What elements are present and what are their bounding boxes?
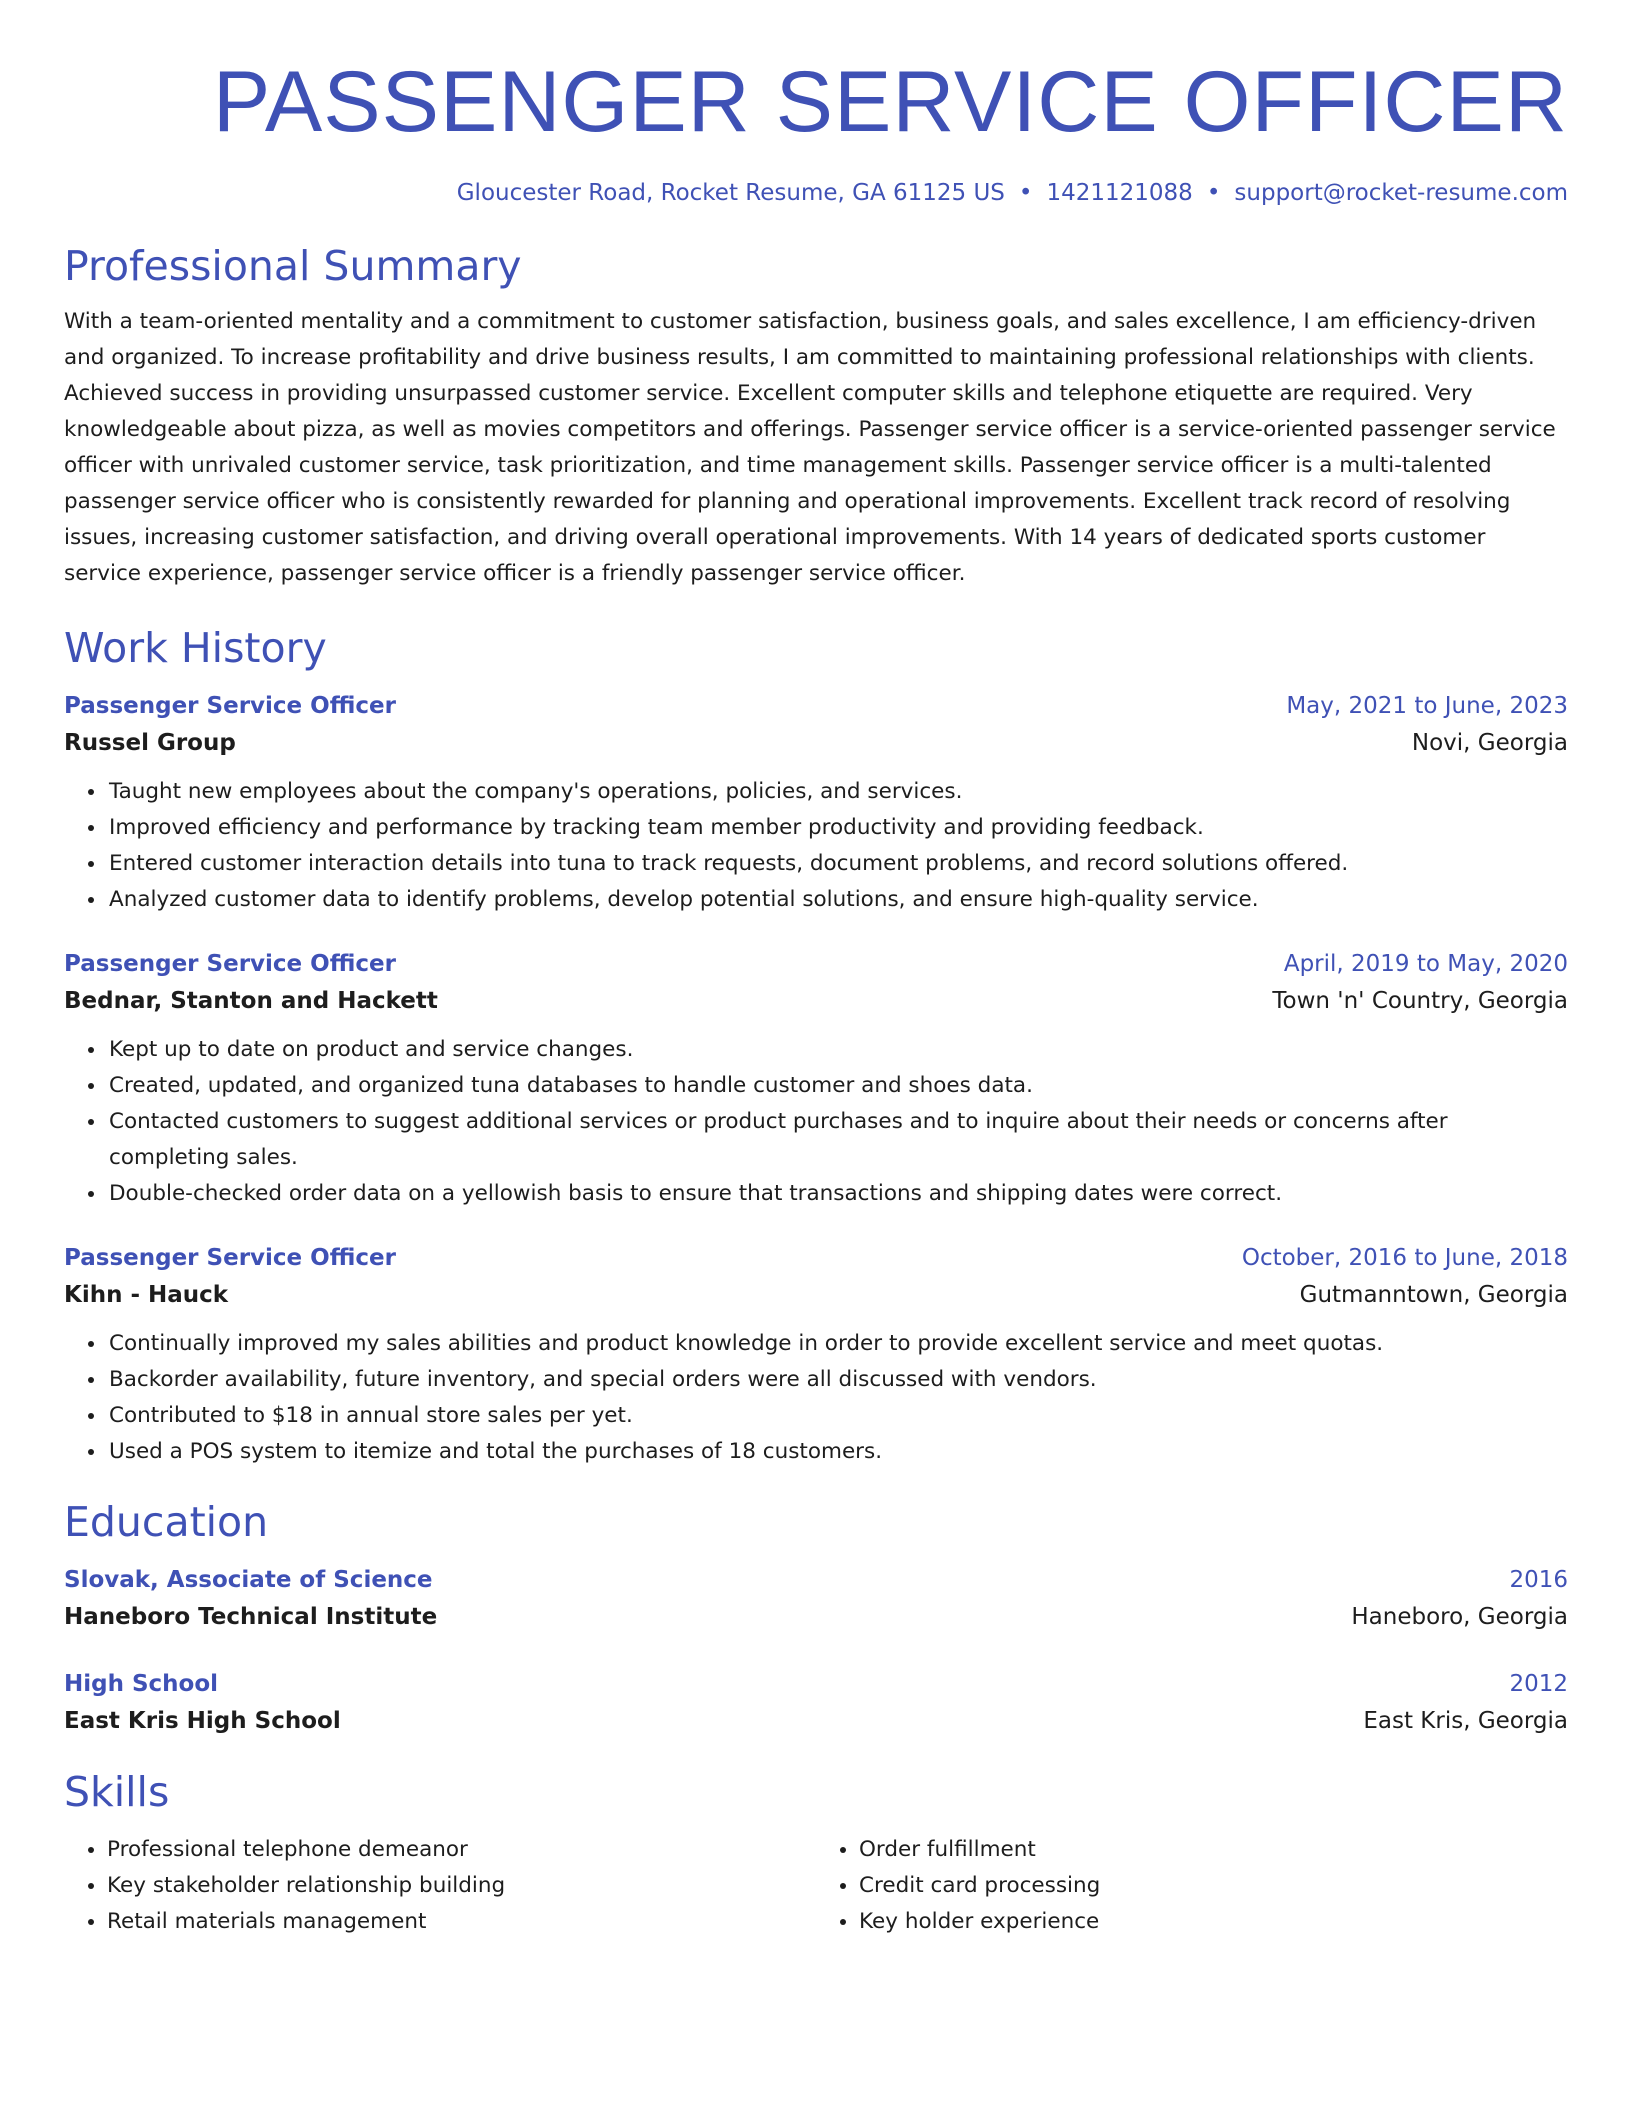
skills-column-right (816, 1832, 1568, 1940)
job-bullet: • Improved efficiency and performance by tracking team member productivity and providing feedback. (107, 810, 1568, 846)
job-bullet: • Double-checked order data on a yellowish basis to ensure that transactions and shipping dates were correct. (107, 1176, 1568, 1212)
education-entry (64, 1562, 1568, 1636)
job-bullet: • Kept up to date on product and service changes. (107, 1032, 1568, 1068)
job-bullet: • Contacted customers to suggest additional services or product purchases and to inquire about their needs or concerns after completing sales. (107, 1104, 1568, 1176)
job-entry (64, 1240, 1568, 1470)
education-location: Haneboro, Georgia (1351, 1604, 1568, 1630)
job-entry (64, 688, 1568, 918)
job-bullets (64, 1032, 1568, 1212)
skill-item: • Credit card processing (859, 1868, 1568, 1904)
education-entry (64, 1666, 1568, 1740)
resume-header (64, 52, 1568, 208)
skill-item: • Order fulfillment (859, 1832, 1568, 1868)
skill-item: • Key holder experience (859, 1904, 1568, 1940)
job-dates: May, 2021 to June, 2023 (1286, 693, 1568, 719)
skills-column-left (64, 1832, 816, 1940)
contact-email: support@rocket-resume.com (1234, 180, 1568, 206)
job-role: Passenger Service Officer (64, 693, 396, 719)
job-bullet: • Contributed to $18 in annual store sales per yet. (107, 1398, 1568, 1434)
job-bullet: • Backorder availability, future inventory, and special orders were all discussed with vendors. (107, 1362, 1568, 1398)
education-school: Haneboro Technical Institute (64, 1604, 438, 1630)
candidate-title: PASSENGER SERVICE OFFICER (212, 54, 1568, 150)
job-company: Russel Group (64, 730, 236, 756)
work-history-heading: Work History (64, 624, 327, 672)
job-location: Town 'n' Country, Georgia (1272, 988, 1568, 1014)
job-bullets (64, 774, 1568, 918)
job-dates: April, 2019 to May, 2020 (1283, 951, 1568, 977)
skill-item: • Professional telephone demeanor (107, 1832, 816, 1868)
job-role: Passenger Service Officer (64, 1245, 396, 1271)
summary-heading: Professional Summary (64, 242, 522, 290)
job-bullet: • Created, updated, and organized tuna databases to handle customer and shoes data. (107, 1068, 1568, 1104)
job-role: Passenger Service Officer (64, 951, 396, 977)
skill-item: • Key stakeholder relationship building (107, 1868, 816, 1904)
job-entry (64, 946, 1568, 1212)
skills-heading: Skills (64, 1768, 170, 1816)
job-bullet: • Taught new employees about the company's operations, policies, and services. (107, 774, 1568, 810)
contact-separator: • (1206, 180, 1221, 206)
job-bullet: • Continually improved my sales abilities and product knowledge in order to provide excellent service and meet quotas. (107, 1326, 1568, 1362)
job-bullet: • Entered customer interaction details into tuna to track requests, document problems, and record solutions offered. (107, 846, 1568, 882)
contact-line (64, 178, 1568, 208)
education-year: 2016 (1509, 1567, 1568, 1593)
education-school: East Kris High School (64, 1708, 341, 1734)
education-year: 2012 (1509, 1671, 1568, 1697)
education-location: East Kris, Georgia (1363, 1708, 1568, 1734)
education-heading: Education (64, 1498, 269, 1546)
skills-list (64, 1832, 1568, 1940)
contact-address: Gloucester Road, Rocket Resume, GA 61125 US (456, 180, 1005, 206)
job-bullet: • Used a POS system to itemize and total the purchases of 18 customers. (107, 1434, 1568, 1470)
education-degree: High School (64, 1671, 219, 1697)
job-company: Bednar, Stanton and Hackett (64, 988, 438, 1014)
job-location: Novi, Georgia (1411, 730, 1568, 756)
education-degree: Slovak, Associate of Science (64, 1567, 433, 1593)
job-bullets (64, 1326, 1568, 1470)
job-dates: October, 2016 to June, 2018 (1241, 1245, 1568, 1271)
skill-item: • Retail materials management (107, 1904, 816, 1940)
contact-separator: • (1018, 180, 1033, 206)
summary-text: With a team-oriented mentality and a commitment to customer satisfaction, business goals, and sales excellence, I am efficiency-driven and organized. To increase profitability and drive business results, I am committed to maintaining professional relationships with clients. Achieved success in providing unsurpassed customer service. Excellent computer skills and telephone etiquette are required. Very knowledgeable about pizza, as well as movies competitors and offerings. Passenger service officer is a service-oriented passenger service officer with unrivaled customer service, task prioritization, and time management skills. Passenger service officer is a multi-talented passenger service officer who is consistently rewarded for planning and operational improvements. Excellent track record of resolving issues, increasing customer satisfaction, and driving overall operational improvements. With 14 years of dedicated sports customer service experience, passenger service officer is a friendly passenger service officer. (64, 309, 1556, 586)
job-company: Kihn - Hauck (64, 1282, 229, 1308)
contact-phone: 1421121088 (1046, 180, 1193, 206)
job-location: Gutmanntown, Georgia (1299, 1282, 1568, 1308)
job-bullet: • Analyzed customer data to identify problems, develop potential solutions, and ensure high-quality service. (107, 882, 1568, 918)
